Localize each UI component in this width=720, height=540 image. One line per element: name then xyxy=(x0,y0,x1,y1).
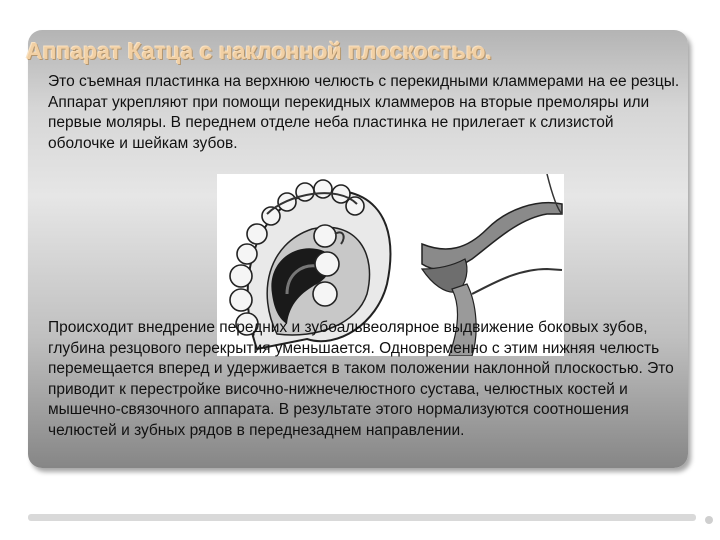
decor-dot xyxy=(705,516,713,524)
paragraph-effect: Происходит внедрение передних и зубоальвеолярное выдвижение боковых зубов, глубина резцового перекрытия уменьшается. Одновременно с этим нижняя челюсть перемещается вперед и удерживается в таком положении наклонной плоскостью. Это приводит к перестройке височно-нижнечелюстного сустава, челюстных костей и мышечно-связочного аппарата. В результате этого нормализуются соотношения челюстей и зубных рядов в переднезаднем направлении. xyxy=(48,319,674,439)
paragraph-description: Это съемная пластинка на верхнюю челюсть с перекидными кламмерами на ее резцы. Аппарат укрепляют при помощи перекидных кламмеров на вторые премоляры или первые моляры. В переднем отделе неба пластинка не прилегает к слизистой оболочке и шейкам зубов. xyxy=(48,73,680,152)
slide-title: Аппарат Катца с наклонной плоскостью. xyxy=(26,38,492,64)
bottom-decor-bar xyxy=(28,514,696,521)
